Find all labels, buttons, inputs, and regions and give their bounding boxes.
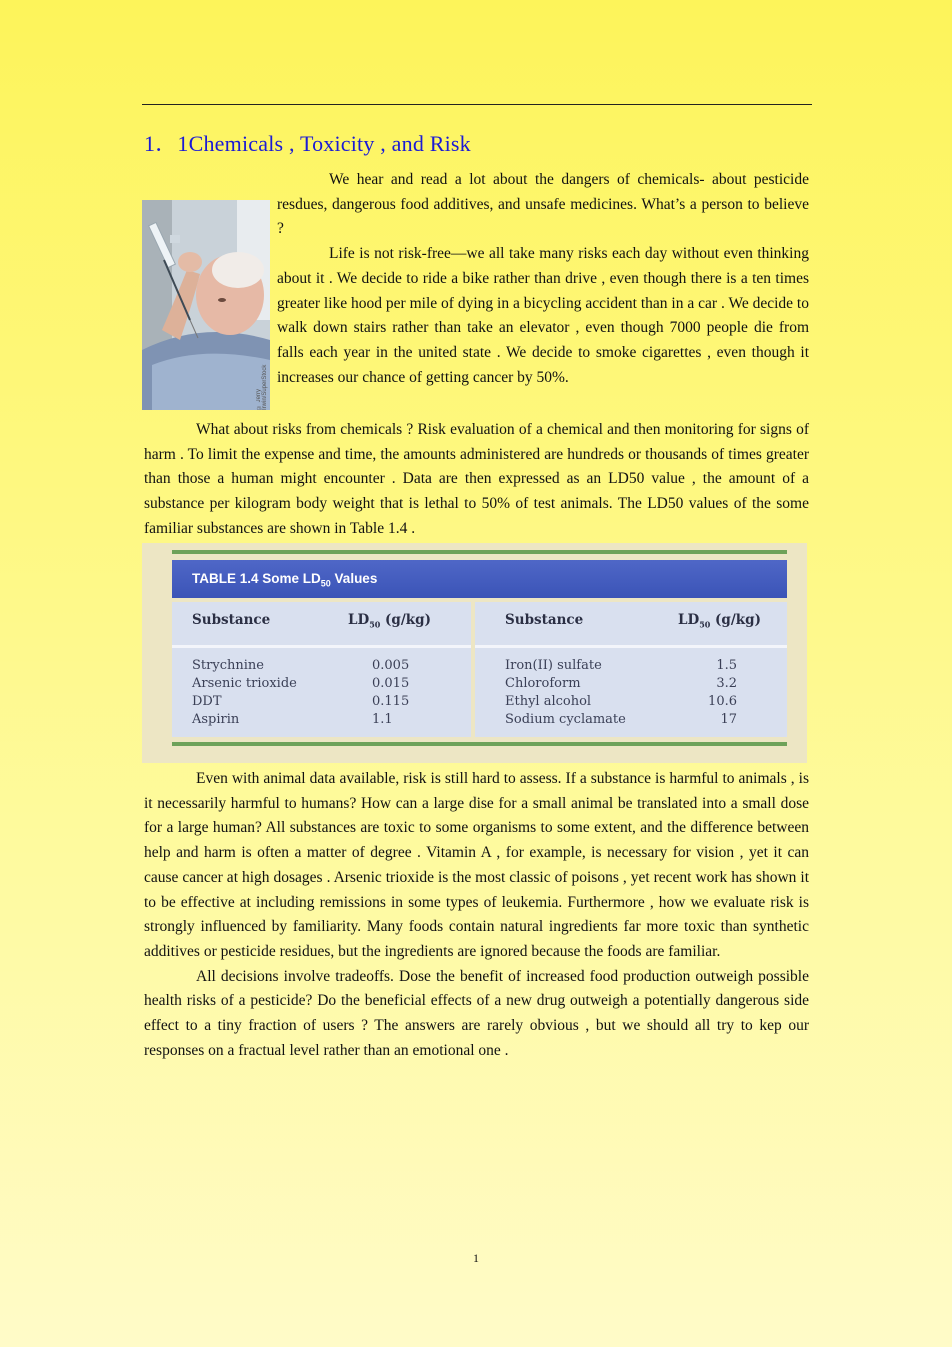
intro-paragraph: Life is not risk-free—we all take many risks each day without even thinking about it . We decide to ride a bike rather than drive , even though there is a ten times greater like hood per mile of dying in a bicycling accident than in a car . We decide to walk down stairs rather than take an elevator , even though 7000 people die from falls each year in the united state . We decide to smoke cigarettes , even though it increases our chance of getting cancer by 50%. [277, 245, 809, 386]
table-cell-value: 0.005 [372, 658, 410, 673]
intro-paragraph: We hear and read a lot about the dangers of chemicals- about pesticide resdues, dangerous food additives, and unsafe medicines. What’s a person to believe ? [277, 171, 809, 238]
table-cell-value: 0.115 [372, 694, 410, 709]
table-top-bar [172, 550, 787, 554]
table-cell-substance: Iron(II) sulfate [505, 658, 602, 673]
table-title-sub: 50 [320, 578, 331, 589]
table-title-suffix: Values [330, 571, 378, 586]
table-cell-value: 0.015 [372, 676, 410, 691]
col-ld50-header [678, 612, 761, 630]
intro-text [277, 168, 809, 390]
table-cell-substance: Aspirin [192, 712, 240, 727]
ld-suffix: (g/kg) [710, 612, 761, 628]
table-left-half [172, 602, 471, 737]
ld-prefix: LD [678, 612, 700, 628]
ld-suffix: (g/kg) [380, 612, 431, 628]
table-cell-substance: Arsenic trioxide [192, 676, 297, 691]
table-cell-value: 1.1 [372, 712, 393, 727]
table-cell-value: 10.6 [708, 694, 737, 709]
table-title [172, 560, 787, 598]
table-cell-substance: Chloroform [505, 676, 581, 691]
body-paragraph: What about risks from chemicals ? Risk evaluation of a chemical and then monitoring for signs of harm . To limit the expense and time, the amounts administered are hundreds or thousands of times greater than those a human might encounter . Data are then expressed as an LD50 value , the amount of a substance per kilogram body weight that is lethal to 50% of test animals. The LD50 values of the some familiar substances are shown in Table 1.4 . [144, 421, 809, 537]
table-cell-value: 1.5 [716, 658, 737, 673]
header-separator [172, 645, 471, 648]
table-cell-substance: Strychnine [192, 658, 264, 673]
table-cell-value: 3.2 [716, 676, 737, 691]
section-heading: 1．1Chemicals , Toxicity , and Risk [144, 131, 471, 156]
photo-illustration [142, 200, 270, 410]
table-right-half [475, 602, 787, 737]
col-substance-header: Substance [505, 612, 584, 628]
ld50-table [142, 543, 807, 763]
table-cell-value: 17 [720, 712, 737, 727]
table-cell-substance: Ethyl alcohol [505, 694, 592, 709]
ld-sub: 50 [699, 619, 711, 630]
table-cell-substance: DDT [192, 694, 222, 709]
ld-prefix: LD [348, 612, 370, 628]
header-rule [142, 104, 812, 105]
header-separator [475, 645, 787, 648]
col-substance-header: Substance [192, 612, 271, 628]
ld-sub: 50 [369, 619, 381, 630]
table-bottom-bar [172, 742, 787, 746]
body-text-1 [144, 418, 809, 542]
body-paragraph: All decisions involve tradeoffs. Dose the benefit of increased food production outweigh possible health risks of a pesticide? Do the beneficial effects of a new drug outweigh a potentially dangerous side effect to a tiny fraction of users ? The answers are rarely obvious , but we should all try to kep our responses on a fractual level rather than an emotional one . [144, 967, 809, 1059]
photo-injection [142, 200, 270, 410]
body-paragraph: Even with animal data available, risk is still hard to assess. If a substance is harmful to animals , is it necessarily harmful to humans? How can a large dise for a small animal be translated into a small dose for a large human? All substances are toxic to some organisms to some extent, and the difference between help and harm is often a matter of degree . Vitamin A , for example, is necessary for vision , yet it can cause cancer at high dosages . Arsenic trioxide is the most classic of poisons , yet recent work has shown it to be effective at including remissions in some types of leukemia. Furthermore , how we evaluate risk is strongly influenced by familiarity. Many foods contain natural ingredients far more toxic than synthetic additives or pesticide residues, but the ingredients are ignored because the foods are familiar. [144, 770, 809, 960]
table-title-text: TABLE 1.4 Some LD [192, 571, 321, 586]
col-ld50-header [348, 612, 431, 630]
body-text-2 [144, 767, 809, 1063]
table-cell-substance: Sodium cyclamate [505, 712, 626, 727]
page-number: 1 [473, 1251, 479, 1265]
photo-credit: © Jerry Irwin/SuperStock [256, 364, 268, 410]
